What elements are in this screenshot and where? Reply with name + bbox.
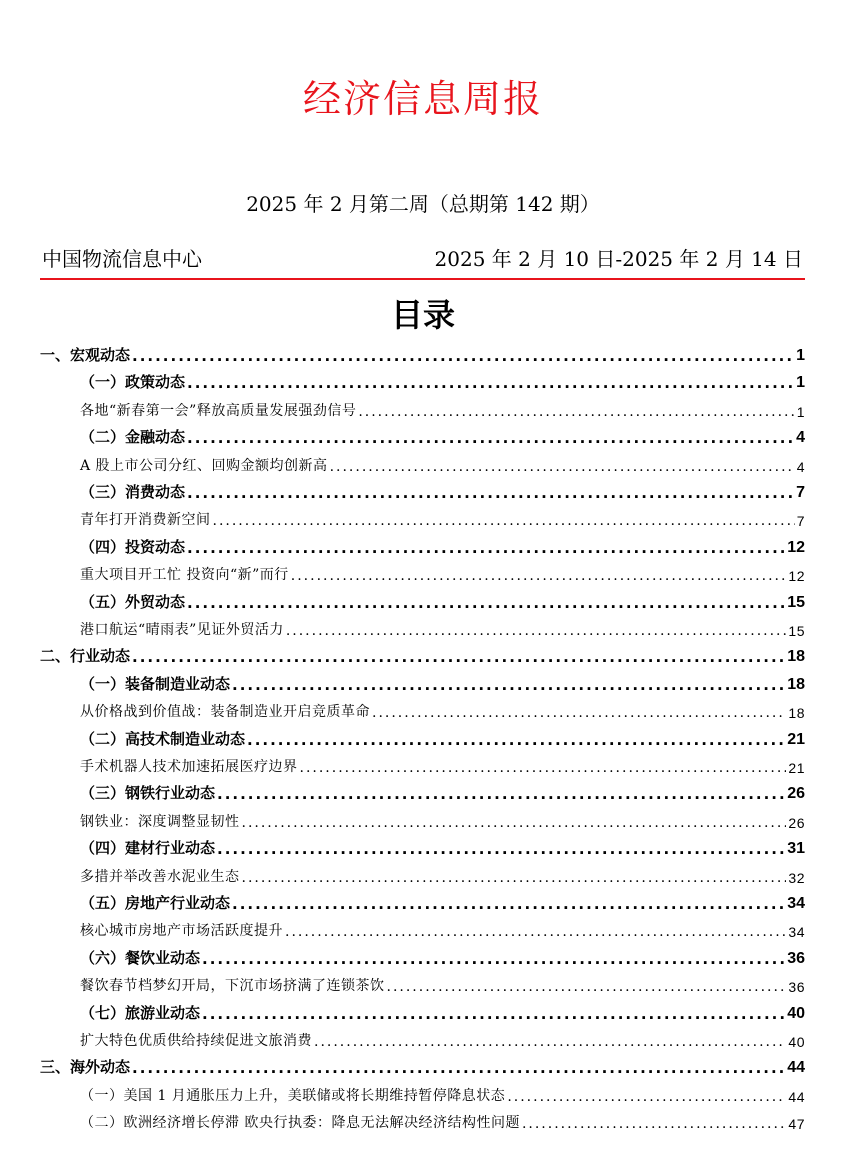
toc-page-number: 34 bbox=[787, 895, 805, 912]
organization-name: 中国物流信息中心 bbox=[42, 247, 202, 271]
toc-section-entry[interactable] bbox=[40, 642, 805, 666]
date-range: 2025 年 2 月 10 日-2025 年 2 月 14 日 bbox=[434, 247, 803, 271]
toc-section-entry[interactable] bbox=[40, 1053, 805, 1077]
toc-subsection-entry[interactable] bbox=[80, 725, 805, 749]
toc-page-number: 34 bbox=[788, 924, 805, 941]
toc-article-entry[interactable] bbox=[80, 396, 805, 420]
toc-page-number: 4 bbox=[796, 458, 805, 475]
toc-entry-label: 多措并举改善水泥业生态 bbox=[80, 868, 240, 885]
toc-subsection-entry[interactable] bbox=[80, 533, 805, 557]
toc-article-entry[interactable] bbox=[80, 451, 805, 475]
header-divider bbox=[40, 278, 805, 280]
toc-dot-leader bbox=[232, 895, 785, 913]
toc-page-number: 15 bbox=[788, 623, 805, 639]
toc-dot-leader bbox=[286, 623, 787, 639]
toc-entry-label: A 股上市公司分红、回购金额均创新高 bbox=[80, 457, 328, 474]
toc-page-number: 40 bbox=[788, 1034, 805, 1050]
toc-entry-label: 核心城市房地产市场活跃度提升 bbox=[80, 923, 283, 940]
toc-dot-leader bbox=[507, 1089, 786, 1105]
toc-subsection-entry[interactable] bbox=[80, 779, 805, 803]
toc-article-entry[interactable] bbox=[80, 697, 805, 721]
toc-dot-leader bbox=[358, 404, 794, 420]
toc-dot-leader bbox=[285, 924, 786, 940]
toc-subsection-entry[interactable] bbox=[80, 834, 805, 858]
toc-entry-label: （一）美国 1 月通胀压力上升，美联储或将长期维持暂停降息状态 bbox=[80, 1087, 506, 1104]
toc-page-number: 1 bbox=[796, 374, 805, 392]
toc-entry-label: （七）旅游业动态 bbox=[80, 1003, 201, 1022]
toc-dot-leader bbox=[132, 347, 794, 365]
toc-page-number: 18 bbox=[787, 648, 805, 666]
toc-page-number: 7 bbox=[796, 484, 805, 501]
toc-article-entry[interactable] bbox=[80, 615, 805, 639]
toc-page-number: 12 bbox=[787, 538, 805, 556]
toc-subsection-entry[interactable] bbox=[80, 588, 805, 612]
toc-entry-label: 从价格战到价值战：装备制造业开启竞质革命 bbox=[80, 704, 370, 721]
toc-dot-leader bbox=[291, 568, 787, 584]
toc-entry-label: 青年打开消费新空间 bbox=[80, 512, 211, 529]
toc-page-number: 44 bbox=[788, 1088, 805, 1105]
toc-dot-leader bbox=[314, 1034, 786, 1050]
toc-dot-leader bbox=[187, 539, 785, 557]
toc-entry-label: 重大项目开工忙 投资向“新”而行 bbox=[80, 567, 289, 584]
toc-page-number: 36 bbox=[788, 979, 805, 996]
toc-page-number: 36 bbox=[787, 949, 805, 967]
toc-subsection-entry[interactable] bbox=[80, 423, 805, 447]
toc-entry-label: （五）房地产行业动态 bbox=[80, 894, 231, 912]
toc-dot-leader bbox=[300, 760, 787, 776]
toc-entry-label: 一、宏观动态 bbox=[40, 346, 131, 364]
toc-article-entry[interactable] bbox=[80, 1108, 805, 1132]
toc-dot-leader bbox=[242, 870, 787, 886]
toc-article-entry[interactable] bbox=[80, 862, 805, 886]
toc-page-number: 32 bbox=[788, 869, 805, 886]
toc-dot-leader bbox=[187, 429, 794, 447]
toc-subsection-entry[interactable] bbox=[80, 999, 805, 1023]
toc-page-number: 31 bbox=[787, 840, 805, 858]
toc-page-number: 26 bbox=[787, 785, 805, 803]
toc-entry-label: （一）政策动态 bbox=[80, 373, 186, 392]
toc-page-number: 26 bbox=[788, 814, 805, 831]
toc-section-entry[interactable] bbox=[40, 341, 805, 365]
toc-page-number: 21 bbox=[787, 730, 805, 748]
toc-entry-label: 手术机器人技术加速拓展医疗边界 bbox=[80, 759, 298, 775]
toc-dot-leader bbox=[213, 513, 795, 529]
toc-page-number: 40 bbox=[787, 1004, 805, 1022]
toc-page-number: 4 bbox=[796, 429, 805, 447]
toc-entry-label: 钢铁业：深度调整显韧性 bbox=[80, 813, 240, 830]
toc-dot-leader bbox=[187, 484, 794, 502]
toc-dot-leader bbox=[187, 374, 794, 392]
toc-article-entry[interactable] bbox=[80, 560, 805, 584]
toc-dot-leader bbox=[372, 705, 786, 721]
toc-article-entry[interactable] bbox=[80, 1081, 805, 1105]
toc-entry-label: 各地“新春第一会”释放高质量发展强劲信号 bbox=[80, 402, 357, 419]
toc-page-number: 44 bbox=[787, 1059, 805, 1077]
toc-page-number: 18 bbox=[788, 705, 805, 722]
toc-entry-label: 餐饮春节档梦幻开局，下沉市场挤满了连锁茶饮 bbox=[80, 978, 385, 995]
toc-article-entry[interactable] bbox=[80, 505, 805, 529]
toc-article-entry[interactable] bbox=[80, 971, 805, 995]
toc-entry-label: （三）钢铁行业动态 bbox=[80, 784, 216, 803]
toc-dot-leader bbox=[522, 1116, 786, 1132]
toc-page-number: 21 bbox=[788, 760, 805, 776]
toc-entry-label: （四）投资动态 bbox=[80, 537, 186, 556]
toc-entry-label: （一）装备制造业动态 bbox=[80, 674, 231, 693]
toc-subsection-entry[interactable] bbox=[80, 889, 805, 913]
toc-article-entry[interactable] bbox=[80, 752, 805, 776]
toc-dot-leader bbox=[217, 785, 785, 803]
toc-article-entry[interactable] bbox=[80, 1026, 805, 1050]
toc-subsection-entry[interactable] bbox=[80, 670, 805, 694]
toc-page-number: 7 bbox=[796, 513, 805, 530]
toc-subsection-entry[interactable] bbox=[80, 478, 805, 502]
toc-dot-leader bbox=[232, 676, 785, 694]
toc-page-number: 1 bbox=[796, 403, 805, 420]
toc-page-number: 18 bbox=[787, 675, 805, 693]
toc-entry-label: （四）建材行业动态 bbox=[80, 839, 216, 858]
toc-entry-label: （六）餐饮业动态 bbox=[80, 948, 201, 967]
report-title: 经济信息周报 bbox=[302, 77, 543, 121]
toc-dot-leader bbox=[247, 731, 785, 749]
toc-dot-leader bbox=[132, 648, 785, 666]
toc-entry-label: 三、海外动态 bbox=[40, 1058, 131, 1077]
toc-page-number: 15 bbox=[787, 593, 805, 611]
toc-dot-leader bbox=[217, 840, 785, 858]
toc-heading: 目录 bbox=[390, 296, 455, 334]
issue-subtitle: 2025 年 2 月第二周（总期第 142 期） bbox=[246, 192, 600, 216]
toc-entry-label: （二）欧洲经济增长停滞 欧央行执委：降息无法解决经济结构性问题 bbox=[80, 1115, 520, 1132]
toc-dot-leader bbox=[187, 594, 785, 612]
toc-entry-label: （二）高技术制造业动态 bbox=[80, 729, 246, 748]
toc-entry-label: 港口航运“晴雨表”见证外贸活力 bbox=[80, 622, 284, 638]
toc-dot-leader bbox=[202, 950, 785, 968]
toc-article-entry[interactable] bbox=[80, 807, 805, 831]
toc-dot-leader bbox=[330, 459, 795, 475]
toc-entry-label: （二）金融动态 bbox=[80, 428, 186, 447]
toc-article-entry[interactable] bbox=[80, 916, 805, 940]
toc-dot-leader bbox=[242, 815, 787, 831]
toc-dot-leader bbox=[202, 1005, 785, 1023]
toc-entry-label: 二、行业动态 bbox=[40, 647, 131, 666]
toc-page-number: 1 bbox=[796, 347, 805, 364]
toc-entry-label: 扩大特色优质供给持续促进文旅消费 bbox=[80, 1033, 312, 1049]
toc-subsection-entry[interactable] bbox=[80, 368, 805, 392]
toc-subsection-entry[interactable] bbox=[80, 944, 805, 968]
toc-entry-label: （三）消费动态 bbox=[80, 483, 186, 501]
toc-entry-label: （五）外贸动态 bbox=[80, 592, 186, 611]
toc-page-number: 12 bbox=[788, 568, 805, 585]
toc-page-number: 47 bbox=[788, 1116, 805, 1133]
toc-dot-leader bbox=[132, 1059, 785, 1077]
toc-dot-leader bbox=[387, 979, 787, 995]
